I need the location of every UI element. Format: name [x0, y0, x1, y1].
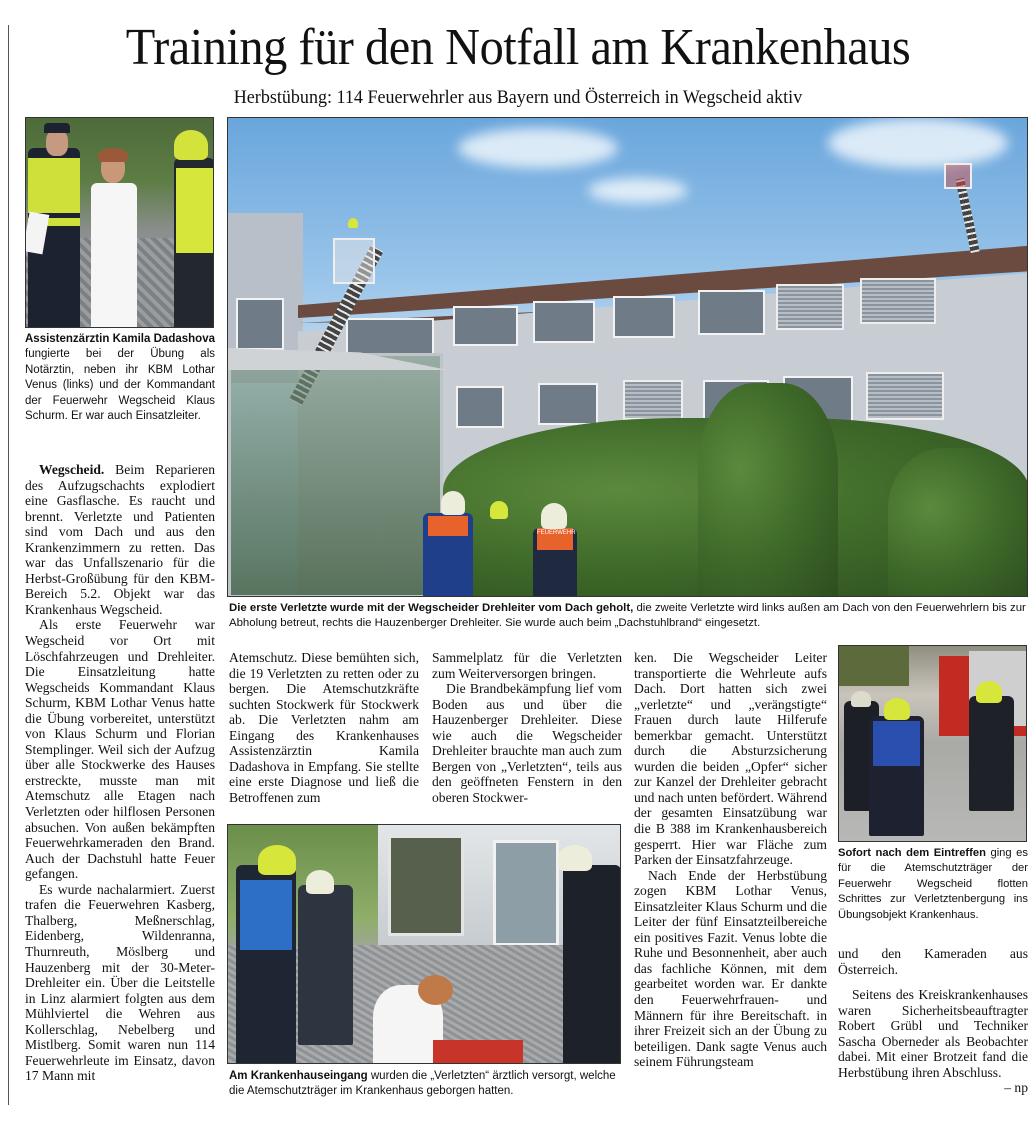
entrance-photo — [227, 824, 621, 1064]
arrival-caption-bold: Sofort nach dem Eintreffen — [838, 847, 986, 859]
col2-paragraph-1: Atemschutz. Diese bemühten sich, die 19 Verletzten zu retten oder zu bergen. Die Atemschutzkräfte suchten Stockwerk für Stockwerk ab. Die Verletzten nahm am Eingang des Krankenhauses Assistenzärztin Kamila Dadashova in Empfang. Sie stellte eine erste Diagnose und ließ die Betroffenen zum — [229, 650, 419, 805]
column-rule — [8, 25, 9, 1105]
subheadline: Herbstübung: 114 Feuerwehrler aus Bayern und Österreich in Wegscheid aktiv — [233, 87, 803, 108]
main-caption-text: die zweite Verletzte wird links außen am Dach von den Feuerwehrlern bis zur Abholung betreut, rechts die Hauzenberger Drehleiter. Sie wurde auch beim „Dachstuhlbrand“ eingesetzt. — [229, 602, 1026, 630]
body-column-1 — [25, 462, 215, 1084]
entrance-caption-bold: Am Krankenhauseingang — [229, 1070, 368, 1082]
col4-paragraph-1: ken. Die Wegscheider Leiter transportierte die Wehrleute aufs Dach. Dort hatten sich zwei „verletzte“ und „verängstigte“ Frauen durch laute Hilferufe bemerkbar gemacht. Unterstützt durch die Absturzsicherung wurden die beiden „Opfer“ sicher zur Kanzel der Drehleiter gebracht und nach unten befördert. Während der gesamten Einsatzübung war die B 388 im Krankenhausbereich gesperrt. Hier war Fläche zum Parken der Einsatzfahrzeuge. — [634, 650, 827, 868]
col5-paragraph-2: Seitens des Kreiskrankenhauses waren Sicherheitsbeauftragter Robert Grübl und Techniker Sascha Oberneder als Beobachter dabei. Mit einer Brotzeit fand die Herbstübung ihren Abschluss. — [838, 987, 1028, 1080]
arrival-photo-caption — [838, 846, 1028, 923]
jacket-text: FEUERWEHR — [537, 528, 573, 550]
body-column-2 — [229, 650, 419, 805]
portrait-caption-bold: Assistenzärztin Kamila Dadashova — [25, 333, 215, 345]
col1-paragraph-1: Beim Reparieren des Aufzugschachts explodiert eine Gasflasche. Es raucht und brennt. Verletzte und Patienten sind vom Dach und aus den Krankenzimmern zu retten. Das war das Unfallszenario für die Herbst-Großübung für den KBM-Bereich 5.2. Objekt war das Krankenhaus Wegscheid. — [25, 462, 215, 617]
author-signature: – np — [1004, 1080, 1028, 1096]
main-photo — [227, 117, 1028, 597]
col3-paragraph-1: Sammelplatz für die Verletzten zum Weiterversorgen bringen. — [432, 650, 622, 681]
col3-paragraph-2: Die Brandbekämpfung lief vom Boden aus und über die Hauzenberger Drehleiter. Diese wie auch die Wegscheider Drehleiter brauchte man auch zum Bergen von „Verletzten“, teils aus den geöffneten Fenstern in den oberen Stockwer- — [432, 681, 622, 805]
main-caption-bold: Die erste Verletzte wurde mit der Wegscheider Drehleiter vom Dach geholt, — [229, 602, 634, 614]
col1-paragraph-2: Als erste Feuerwehr war Wegscheid vor Ort mit Löschfahrzeugen und Drehleiter. Die Einsatzleitung hatte Wegscheids Kommandant Klaus Schurm, KBM Lothar Venus hatte die Übung vorbereitet, unterstützt von Klaus Schurm und Florian Stemplinger. Weil sich der Aufzug über alle Stockwerke des Hauses erstreckte, musste man mit Atemschutz alle Etagen nach Verletzten oder hilflosen Personen absuchen. Von außen bekämpften Feuerwehrkameraden den Brand. Auch der Dachstuhl hatte Feuer gefangen. — [25, 617, 215, 882]
body-column-3 — [432, 650, 622, 805]
entrance-photo-caption — [229, 1069, 623, 1100]
arrival-photo — [838, 645, 1027, 842]
body-column-5 — [838, 946, 1028, 1096]
col4-paragraph-2: Nach Ende der Herbstübung zogen KBM Lothar Venus, Einsatzleiter Klaus Schurm und die Leiter der fünf Einsatzteilbereiche ein positives Fazit. Venus lobte die Ruhe und Besonnenheit, aber auch das fachliche Können, mit dem gearbeitet worden war. Er dankte den Feuerwehrfrauen- und Männern für ihre Bereitschaft. in ihrer Freizeit sich an der Übung zu beteiligen. Dank sagte Venus auch seinem Führungsteam — [634, 867, 827, 1070]
main-photo-caption — [229, 601, 1028, 632]
dateline: Wegscheid. — [39, 462, 105, 477]
entrance-caption-text: wurden die „Verletzten“ ärztlich versorgt, welche die Atemschutzträger im Krankenhaus geborgen hatten. — [229, 1070, 616, 1098]
arrival-caption-text: ging es für die Atemschutzträger der Feuerwehr Wegscheid flotten Schrittes zur Verletztenbergung ins Übungsobjekt Krankenhaus. — [838, 847, 1028, 921]
portrait-caption — [25, 332, 215, 424]
body-column-4 — [634, 650, 827, 1070]
col5-paragraph-1: und den Kameraden aus Österreich. — [838, 946, 1028, 977]
col1-paragraph-3: Es wurde nachalarmiert. Zuerst trafen die Feuerwehren Kasberg, Thalberg, Meßnerschlag, Eidenberg, Wildenranna, Thurnreuth, Möslberg und Hauzenberg mit der 30-Meter-Drehleiter ein. Über die Leitstelle in Linz alarmiert folgten aus dem Mühlviertel die Wehren aus Kollerschlag, Nebelberg und Mistlberg. Somit waren nun 114 Feuerwehrleute im Einsatz, davon 17 Mann mit — [25, 881, 215, 1084]
portrait-caption-text: fungierte bei der Übung als Notärztin, neben ihr KBM Lothar Venus (links) und der Kommandant der Feuerwehr Wegscheid Klaus Schurm. Er war auch Einsatzleiter. — [25, 348, 215, 423]
portrait-photo — [25, 117, 214, 328]
headline: Training für den Notfall am Krankenhaus — [125, 19, 911, 76]
